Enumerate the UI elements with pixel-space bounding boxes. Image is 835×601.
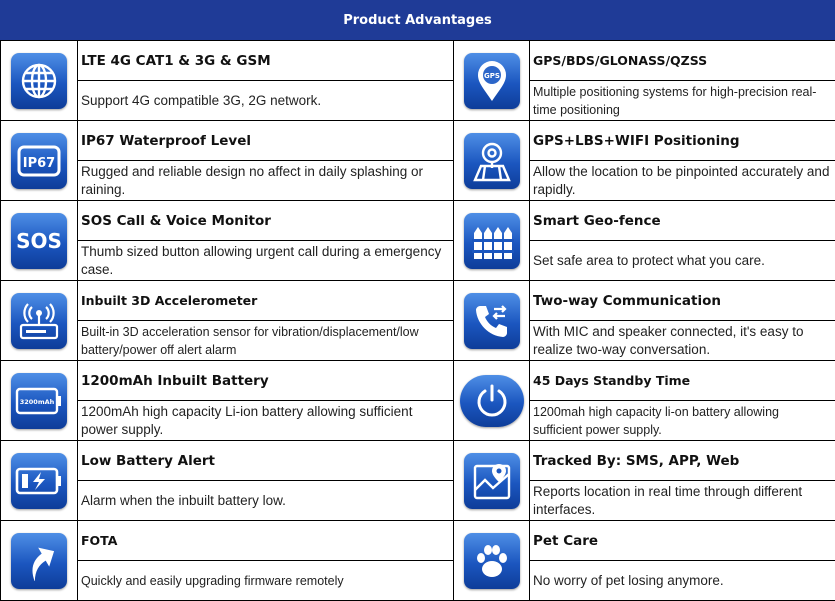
feature-desc-cell bbox=[78, 401, 454, 441]
feature-title: 1200mAh Inbuilt Battery bbox=[81, 372, 269, 389]
feature-desc-cell bbox=[78, 321, 454, 361]
feature-desc-cell bbox=[530, 161, 835, 201]
feature-desc-cell bbox=[78, 561, 454, 601]
feature-desc: Rugged and reliable design no affect in daily splashing or raining. bbox=[81, 163, 423, 197]
feature-desc-cell bbox=[530, 321, 835, 361]
phone-call-icon bbox=[464, 293, 520, 349]
feature-title: Smart Geo-fence bbox=[533, 212, 661, 229]
feature-desc: Support 4G compatible 3G, 2G network. bbox=[81, 92, 322, 108]
advantages-table bbox=[0, 40, 835, 601]
feature-title: GPS/BDS/GLONASS/QZSS bbox=[533, 52, 708, 68]
feature-title-cell bbox=[530, 281, 835, 321]
feature-desc: Quickly and easily upgrading firmware remotely bbox=[81, 573, 344, 588]
feature-title-cell bbox=[78, 441, 454, 481]
feature-title: LTE 4G CAT1 & 3G & GSM bbox=[81, 52, 271, 69]
gps-pin-text: GPS bbox=[483, 71, 500, 80]
feature-desc-cell bbox=[530, 481, 835, 521]
paw-icon bbox=[464, 533, 520, 589]
icon-cell bbox=[1, 361, 78, 441]
low-battery-icon bbox=[11, 453, 67, 509]
feature-title: FOTA bbox=[81, 532, 118, 548]
icon-cell bbox=[1, 41, 78, 121]
icon-cell bbox=[454, 41, 530, 121]
feature-desc: Built-in 3D acceleration sensor for vibration/displacement/low battery/power off alert alarm bbox=[81, 324, 419, 357]
feature-title: Pet Care bbox=[533, 532, 599, 549]
feature-desc-cell bbox=[78, 161, 454, 201]
gps-pin-icon bbox=[464, 53, 520, 109]
feature-title: SOS Call & Voice Monitor bbox=[81, 212, 271, 229]
map-location-icon bbox=[464, 133, 520, 189]
icon-cell bbox=[1, 521, 78, 601]
sos-text: SOS bbox=[16, 228, 62, 253]
feature-desc-cell bbox=[78, 81, 454, 121]
ip67-icon bbox=[11, 133, 67, 189]
power-icon bbox=[460, 375, 524, 427]
feature-title: Inbuilt 3D Accelerometer bbox=[81, 292, 258, 308]
feature-desc-cell bbox=[530, 401, 835, 441]
feature-title: IP67 Waterproof Level bbox=[81, 132, 251, 149]
header-title: Product Advantages bbox=[0, 0, 835, 40]
feature-title-cell bbox=[530, 201, 835, 241]
ip67-text: IP67 bbox=[22, 155, 56, 171]
feature-desc: Allow the location to be pinpointed accurately and rapidly. bbox=[533, 163, 830, 197]
feature-desc-cell bbox=[530, 81, 835, 121]
feature-title-cell bbox=[530, 441, 835, 481]
feature-desc: Thumb sized button allowing urgent call during a emergency case. bbox=[81, 243, 442, 277]
feature-title-cell bbox=[78, 361, 454, 401]
feature-title: Low Battery Alert bbox=[81, 452, 216, 469]
feature-title-cell bbox=[78, 121, 454, 161]
feature-title-cell bbox=[78, 41, 454, 81]
feature-title: Tracked By: SMS, APP, Web bbox=[533, 452, 740, 469]
feature-desc: Set safe area to protect what you care. bbox=[533, 252, 765, 268]
battery-icon bbox=[11, 373, 67, 429]
feature-desc: With MIC and speaker connected, it's easy to realize two-way conversation. bbox=[533, 323, 804, 357]
feature-desc-cell bbox=[530, 241, 835, 281]
icon-cell bbox=[1, 281, 78, 361]
icon-cell bbox=[1, 201, 78, 281]
feature-title-cell bbox=[530, 361, 835, 401]
battery-capacity-text: 3200mAh bbox=[19, 397, 55, 406]
feature-desc: 1200mAh high capacity Li-ion battery allowing sufficient power supply. bbox=[81, 403, 413, 437]
feature-title: Two-way Communication bbox=[533, 292, 721, 309]
feature-title: 45 Days Standby Time bbox=[533, 372, 691, 388]
icon-cell bbox=[454, 121, 530, 201]
icon-cell bbox=[1, 441, 78, 521]
icon-cell bbox=[454, 201, 530, 281]
icon-cell bbox=[454, 361, 530, 441]
feature-title-cell bbox=[530, 41, 835, 81]
feature-title-cell bbox=[78, 521, 454, 561]
icon-cell bbox=[1, 121, 78, 201]
feature-title-cell bbox=[78, 201, 454, 241]
accelerometer-icon bbox=[11, 293, 67, 349]
feature-desc: No worry of pet losing anymore. bbox=[533, 572, 724, 588]
globe-icon bbox=[11, 53, 67, 109]
sos-icon bbox=[11, 213, 67, 269]
icon-cell bbox=[454, 441, 530, 521]
feature-title-cell bbox=[530, 521, 835, 561]
feature-title-cell bbox=[530, 121, 835, 161]
feature-desc: Alarm when the inbuilt battery low. bbox=[81, 492, 286, 508]
feature-desc: 1200mah high capacity li-on battery allowing sufficient power supply. bbox=[533, 404, 779, 437]
feature-desc: Reports location in real time through different interfaces. bbox=[533, 483, 803, 517]
fence-icon bbox=[464, 213, 520, 269]
icon-cell bbox=[454, 281, 530, 361]
tracking-map-icon bbox=[464, 453, 520, 509]
feature-desc-cell bbox=[78, 481, 454, 521]
feature-title-cell bbox=[78, 281, 454, 321]
feature-title: GPS+LBS+WIFI Positioning bbox=[533, 132, 740, 149]
upgrade-arrow-icon bbox=[11, 533, 67, 589]
icon-cell bbox=[454, 521, 530, 601]
feature-desc: Multiple positioning systems for high-precision real-time positioning bbox=[533, 84, 817, 117]
feature-desc-cell bbox=[78, 241, 454, 281]
feature-desc-cell bbox=[530, 561, 835, 601]
